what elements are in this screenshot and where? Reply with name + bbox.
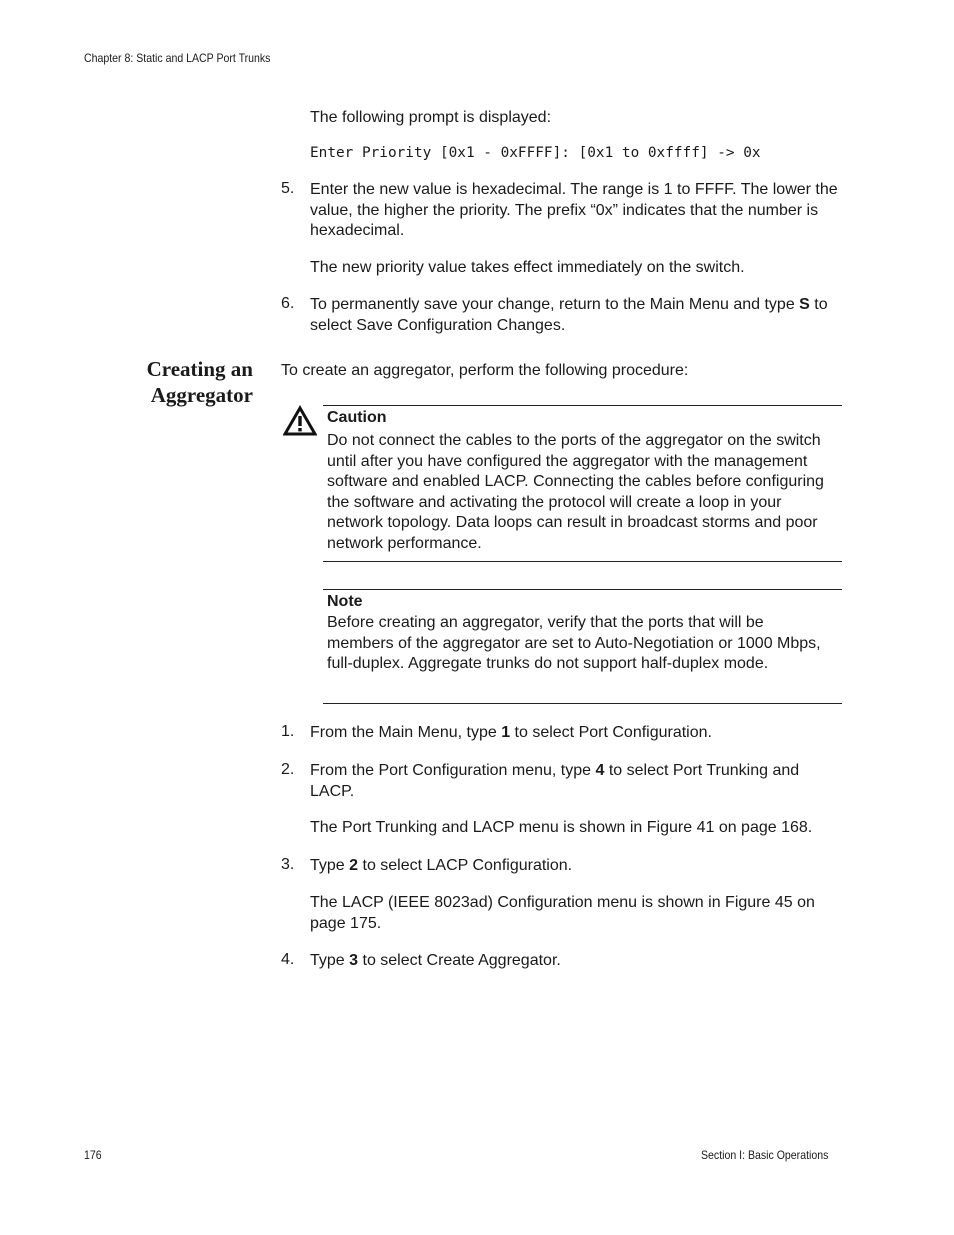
step-number: 3. — [281, 856, 295, 873]
step-text: Type 3 to select Create Aggregator. — [310, 952, 561, 969]
step-note: The LACP (IEEE 8023ad) Configuration menu is shown in Figure 45 on page 175. — [310, 894, 815, 932]
step-number: 2. — [281, 761, 295, 778]
caution-body: Do not connect the cables to the ports of the aggregator on the switch until after you have configured the aggregator with the management software and enabled LACP. Connecting the cables before configuring the software and activating the protocol will create a loop in your network topology. Data loops can result in broadcast storms and poor network performance. — [327, 432, 824, 552]
note-bottom-rule — [323, 703, 842, 704]
running-header: Chapter 8: Static and LACP Port Trunks — [84, 51, 271, 65]
step-number: 5. — [281, 180, 295, 197]
step-text: To permanently save your change, return to the Main Menu and type S to select Save Configuration Changes. — [310, 296, 828, 334]
step-note: The Port Trunking and LACP menu is shown in Figure 41 on page 168. — [310, 819, 813, 836]
page-number: 176 — [84, 1148, 102, 1162]
warning-triangle-icon — [283, 405, 317, 437]
step-text: From the Main Menu, type 1 to select Port Configuration. — [310, 724, 712, 741]
step-number: 6. — [281, 295, 295, 312]
prompt-code: Enter Priority [0x1 - 0xFFFF]: [0x1 to 0xffff] -> 0x — [310, 145, 761, 161]
step-text: From the Port Configuration menu, type 4 to select Port Trunking and LACP. — [310, 762, 800, 800]
note-body: Before creating an aggregator, verify that the ports that will be members of the aggregator are set to Auto-Negotiation or 1000 Mbps, full-duplex. Aggregate trunks do not support half-duplex mode. — [327, 614, 821, 672]
note-title: Note — [327, 593, 363, 610]
section-intro: To create an aggregator, perform the following procedure: — [281, 362, 689, 379]
caution-top-rule — [323, 405, 842, 406]
step-note: The new priority value takes effect immediately on the switch. — [310, 259, 745, 276]
prompt-intro: The following prompt is displayed: — [310, 109, 552, 126]
step-text: Enter the new value is hexadecimal. The range is 1 to FFFF. The lower the value, the higher the priority. The prefix “0x” indicates that the number is hexadecimal. — [310, 181, 838, 239]
caution-bottom-rule — [323, 561, 842, 562]
running-footer: Section I: Basic Operations — [701, 1148, 829, 1162]
step-number: 1. — [281, 723, 295, 740]
step-number: 4. — [281, 951, 295, 968]
section-heading: Creating an Aggregator — [146, 357, 253, 407]
step-text: Type 2 to select LACP Configuration. — [310, 857, 573, 874]
caution-title: Caution — [327, 409, 387, 426]
note-top-rule — [323, 589, 842, 590]
